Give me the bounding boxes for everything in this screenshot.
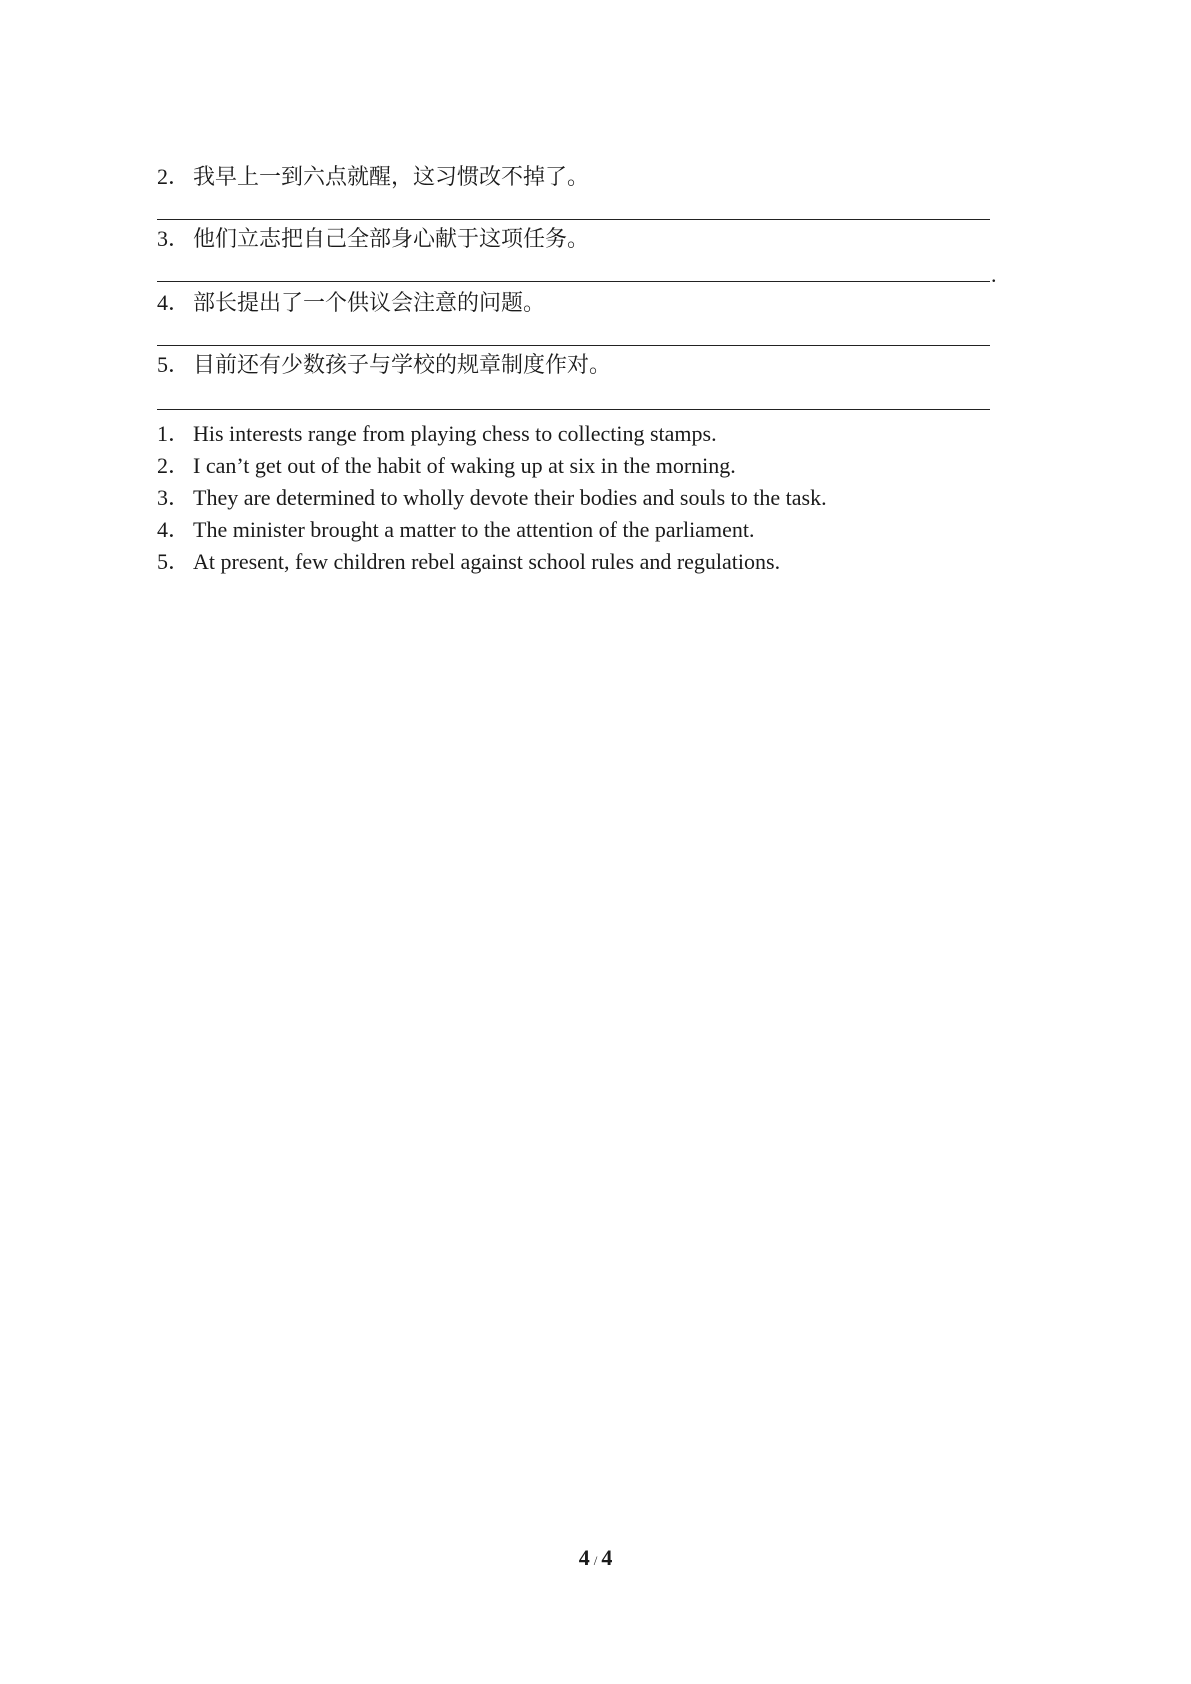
translation-question-5	[157, 350, 997, 380]
answer-number: 1．	[157, 421, 191, 446]
answer-line-4	[157, 345, 990, 346]
answer-line-2	[157, 219, 990, 220]
answer-line-period: .	[991, 262, 997, 287]
answer-text: His interests range from playing chess to collecting stamps.	[193, 421, 717, 446]
question-text: 目前还有少数孩子与学校的规章制度作对。	[193, 352, 612, 377]
page-number	[0, 1545, 1191, 1571]
question-text: 我早上一到六点就醒，这习惯改不掉了。	[193, 164, 590, 189]
page-total: 4	[601, 1545, 613, 1570]
answer-key-item	[157, 546, 1057, 578]
translation-question-4	[157, 288, 997, 318]
answer-line-5	[157, 409, 990, 410]
question-text: 他们立志把自己全部身心献于这项任务。	[193, 226, 590, 251]
answer-key-item	[157, 514, 1057, 546]
answer-key-item	[157, 482, 1057, 514]
answer-key	[157, 418, 1057, 578]
answer-key-item	[157, 418, 1057, 450]
answer-text: I can’t get out of the habit of waking up at six in the morning.	[193, 453, 736, 478]
question-text: 部长提出了一个供议会注意的问题。	[193, 290, 546, 315]
question-number: 5．	[157, 352, 191, 377]
answer-text: The minister brought a matter to the attention of the parliament.	[193, 517, 755, 542]
answer-number: 5．	[157, 549, 191, 574]
answer-text: At present, few children rebel against school rules and regulations.	[193, 549, 781, 574]
answer-number: 4．	[157, 517, 191, 542]
page-current: 4	[578, 1545, 590, 1570]
answer-number: 3．	[157, 485, 191, 510]
question-number: 4．	[157, 290, 191, 315]
answer-number: 2．	[157, 453, 191, 478]
answer-line-3	[157, 281, 990, 282]
answer-text: They are determined to wholly devote their bodies and souls to the task.	[193, 485, 827, 510]
translation-question-3	[157, 224, 997, 254]
translation-question-2	[157, 162, 997, 192]
question-number: 2．	[157, 164, 191, 189]
page-separator: /	[593, 1553, 598, 1568]
answer-key-item	[157, 450, 1057, 482]
question-number: 3．	[157, 226, 191, 251]
